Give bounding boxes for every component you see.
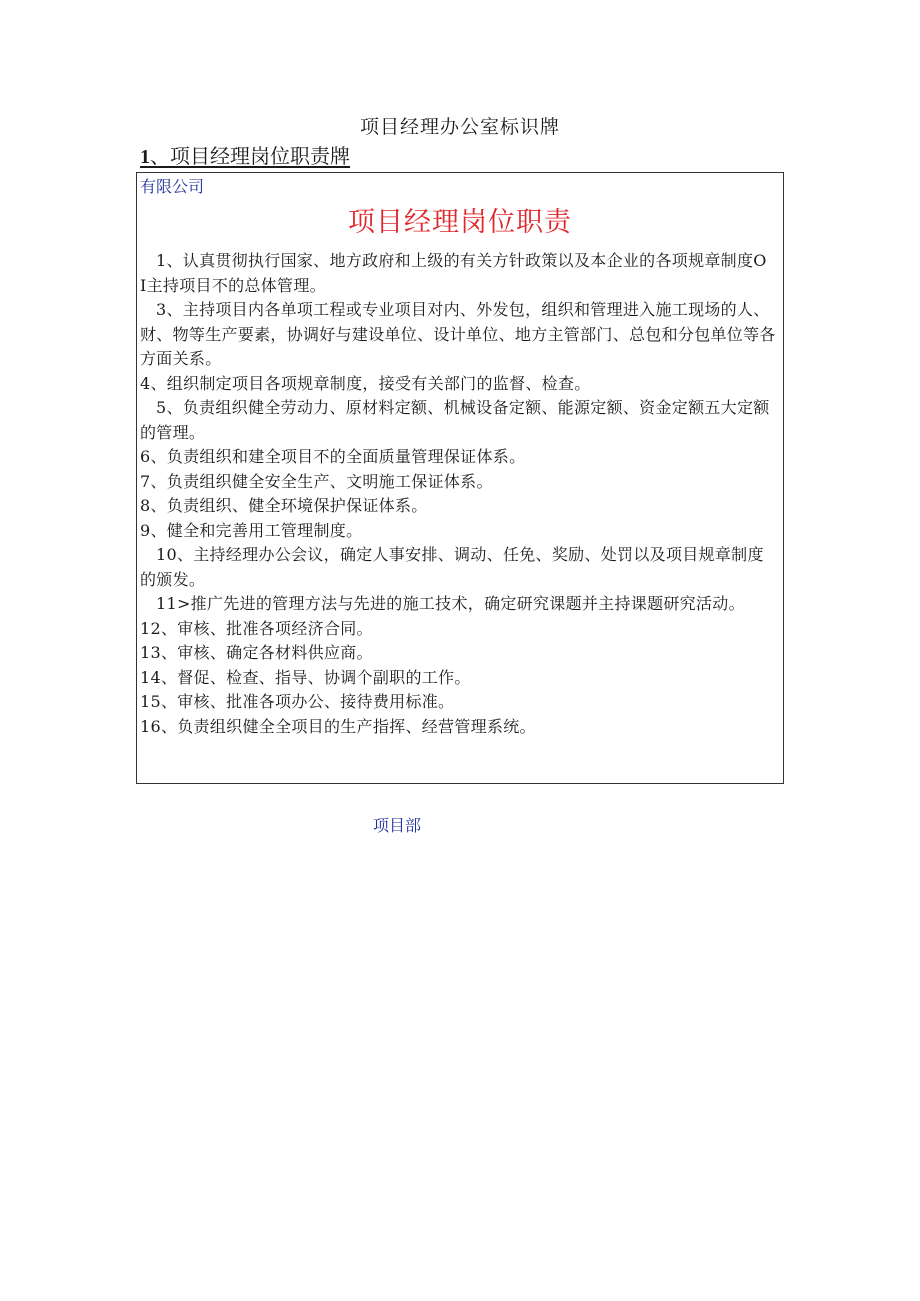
document-title: 项目经理办公室标识牌: [359, 116, 560, 138]
section-heading-text: 、项目经理岗位职责牌: [150, 144, 350, 168]
duty-item-8: 8、负责组织、健全环境保护保证体系。: [140, 496, 428, 515]
duty-item-12: 12、审核、批准各项经济合同。: [140, 618, 373, 638]
duty-item-14: 14、督促、检查、指导、协调个副职的工作。: [140, 667, 471, 687]
section-heading: [140, 142, 350, 171]
duty-item-10: 10、主持经理办公会议，确定人事安排、调动、任免、奖励、处罚以及项目规章制度的颁发。: [140, 545, 764, 589]
duty-item-4: 4、组织制定项目各项规章制度，接受有关部门的监督、检查。: [140, 373, 591, 393]
duty-list: [140, 249, 780, 739]
duty-item-15: 15、审核、批准各项办公、接待费用标准。: [140, 692, 455, 711]
company-name: 有限公司: [140, 177, 205, 196]
section-number: 1: [140, 146, 150, 168]
duty-item-9: 9、健全和完善用工管理制度。: [140, 520, 363, 540]
board-title: 项目经理岗位职责: [348, 207, 572, 238]
duty-item-7: 7、负责组织健全安全生产、文明施工保证体系。: [140, 471, 493, 491]
duty-item-6: 6、负责组织和建全项目不的全面质量管理保证体系。: [140, 447, 526, 466]
duty-item-3: 3、主持项目内各单项工程或专业项目对内、外发包，组织和管理进入施工现场的人、财、物等生产要素，协调好与建设单位、设计单位、地方主管部门、总包和分包单位等各方面关系。: [140, 300, 776, 368]
duty-item-16: 16、负责组织健全全项目的生产指挥、经营管理系统。: [140, 716, 536, 736]
duty-item-11: 11>推广先进的管理方法与先进的施工技术，确定研究课题并主持课题研究活动。: [156, 594, 745, 613]
duty-item-13: 13、审核、确定各材料供应商。: [140, 643, 373, 662]
duty-board: [136, 172, 784, 784]
duty-item-5: 5、负责组织健全劳动力、原材料定额、机械设备定额、能源定额、资金定额五大定额的管理。: [140, 398, 770, 442]
footer-signature: 项目部: [373, 816, 422, 835]
duty-item-2: I主持项目不的总体管理。: [140, 275, 326, 295]
duty-item-1: 1、认真贯彻执行国家、地方政府和上级的有关方针政策以及本企业的各项规章制度O: [156, 251, 767, 270]
